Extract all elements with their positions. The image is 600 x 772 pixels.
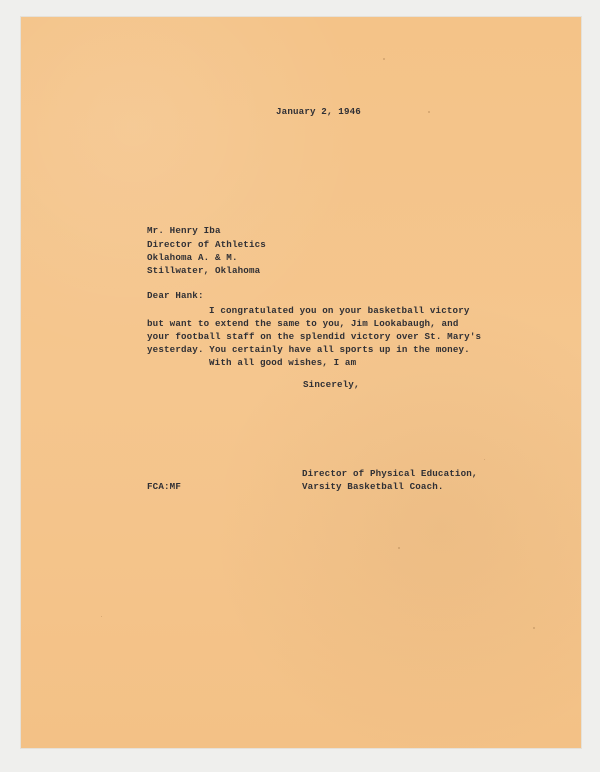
recipient-line-4: Stillwater, Oklahoma	[147, 265, 261, 276]
paper-speck	[533, 627, 535, 629]
closing-wish: With all good wishes, I am	[209, 357, 357, 368]
body-line-2: but want to extend the same to you, Jim Lookabaugh, and	[147, 318, 459, 329]
body-line-4: yesterday. You certainly have all sports up in the money.	[147, 344, 470, 355]
paper-speck	[101, 616, 102, 617]
letter-date: January 2, 1946	[276, 106, 361, 117]
letter-paper	[21, 17, 581, 748]
paper-speck	[428, 111, 430, 113]
recipient-line-1: Mr. Henry Iba	[147, 225, 221, 236]
signature-line-1: Director of Physical Education,	[302, 468, 478, 479]
body-line-3: your football staff on the splendid victory over St. Mary's	[147, 331, 482, 342]
body-line-1: I congratulated you on your basketball victory	[209, 305, 470, 316]
signature-line-2: Varsity Basketball Coach.	[302, 481, 444, 492]
recipient-line-3: Oklahoma A. & M.	[147, 252, 238, 263]
closing: Sincerely,	[303, 379, 360, 390]
reference-initials: FCA:MF	[147, 481, 181, 492]
paper-speck	[383, 58, 385, 60]
paper-speck	[398, 547, 400, 549]
letter-greeting: Dear Hank:	[147, 290, 204, 301]
paper-speck	[484, 459, 485, 460]
recipient-line-2: Director of Athletics	[147, 239, 266, 250]
